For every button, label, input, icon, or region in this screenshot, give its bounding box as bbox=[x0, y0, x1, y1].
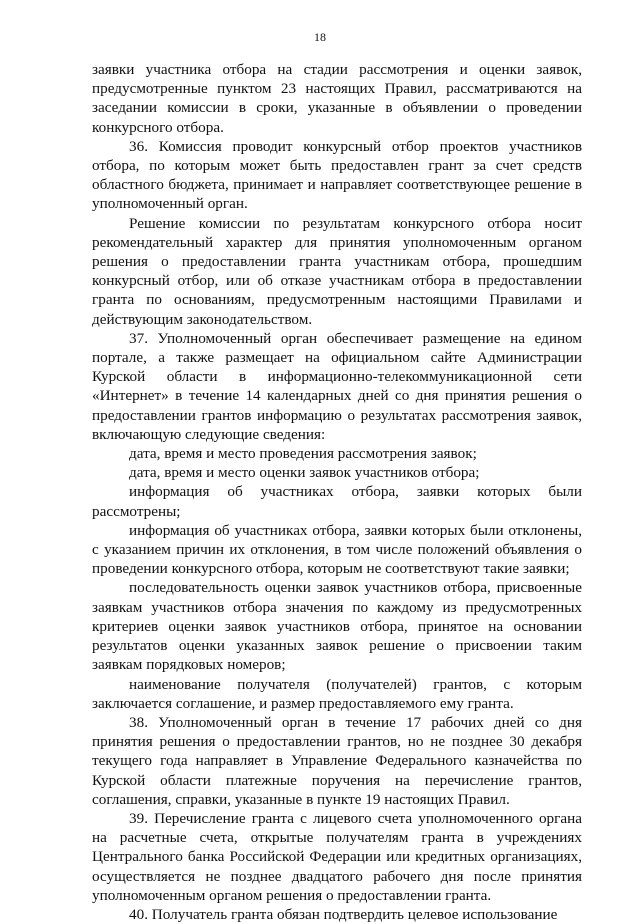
page-number: 18 bbox=[314, 30, 326, 44]
list-item-evaluation-sequence: последовательность оценки заявок участников отбора, присвоенные заявкам участников отбора значения по каждому из предусмотренных критериев оценки заявок участников отбора, принятое на основании результатов оценки указанных заявок решение о присвоении таким заявкам порядковых номеров; bbox=[92, 579, 582, 674]
list-item-evaluation-date: дата, время и место оценки заявок участников отбора; bbox=[129, 464, 480, 482]
paragraph-40: 40. Получатель гранта обязан подтвердить целевое использование bbox=[129, 905, 558, 923]
paragraph-38: 38. Уполномоченный орган в течение 17 рабочих дней со дня принятия решения о предоставлении грантов, но не позднее 30 декабря текущего года направляет в Управление Федерального казначейства по Курской области платежные поручения на перечисление грантов, соглашения, справки, указанные в пункте 19 настоящих Правил. bbox=[92, 713, 582, 808]
list-item-review-date: дата, время и место проведения рассмотрения заявок; bbox=[129, 445, 477, 463]
list-item-rejected-participants: информация об участниках отбора, заявки которых были отклонены, с указанием причин их отклонения, в том числе положений объявления о проведении конкурсного отбора, которым не соответствуют такие заявки; bbox=[92, 521, 582, 578]
document-body bbox=[92, 60, 582, 924]
paragraph-39: 39. Перечисление гранта с лицевого счета уполномоченного органа на расчетные счета, открытые получателям гранта в учреждениях Центрального банка Российской Федерации или кредитных организациях, осуществляется не позднее двадцатого рабочего дня после принятия уполномоченным органом решения о предоставлении гранта. bbox=[92, 809, 582, 904]
paragraph-37: 37. Уполномоченный орган обеспечивает размещение на едином портале, а также размещает на официальном сайте Администрации Курской области в информационно-телекоммуникационной сети «Интернет» в течение 14 календарных дней со дня принятия решения о предоставлении грантов информацию о результатах рассмотрения заявок, включающую следующие сведения: bbox=[92, 329, 582, 443]
list-item-grant-recipients: наименование получателя (получателей) грантов, с которым заключается соглашение, и размер предоставляемого ему гранта. bbox=[92, 675, 582, 712]
paragraph-36: 36. Комиссия проводит конкурсный отбор проектов участников отбора, по которым может быть предоставлен грант за счет средств областного бюджета, принимает и направляет соответствующее решение в уполномоченный орган. bbox=[92, 137, 582, 213]
list-item-reviewed-participants: информация об участниках отбора, заявки которых были рассмотрены; bbox=[92, 483, 582, 520]
paragraph-commission-decision: Решение комиссии по результатам конкурсного отбора носит рекомендательный характер для принятия уполномоченным органом решения о предоставлении гранта участникам отбора, прошедшим конкурсный отбор, или об отказе участникам отбора в предоставлении гранта по основаниям, предусмотренным настоящими Правилами и действующим законодательством. bbox=[92, 214, 582, 328]
paragraph-continuation: заявки участника отбора на стадии рассмотрения и оценки заявок, предусмотренные пунктом 23 настоящих Правил, рассматриваются на заседании комиссии в сроки, указанные в объявлении о проведении конкурсного отбора. bbox=[92, 61, 582, 136]
